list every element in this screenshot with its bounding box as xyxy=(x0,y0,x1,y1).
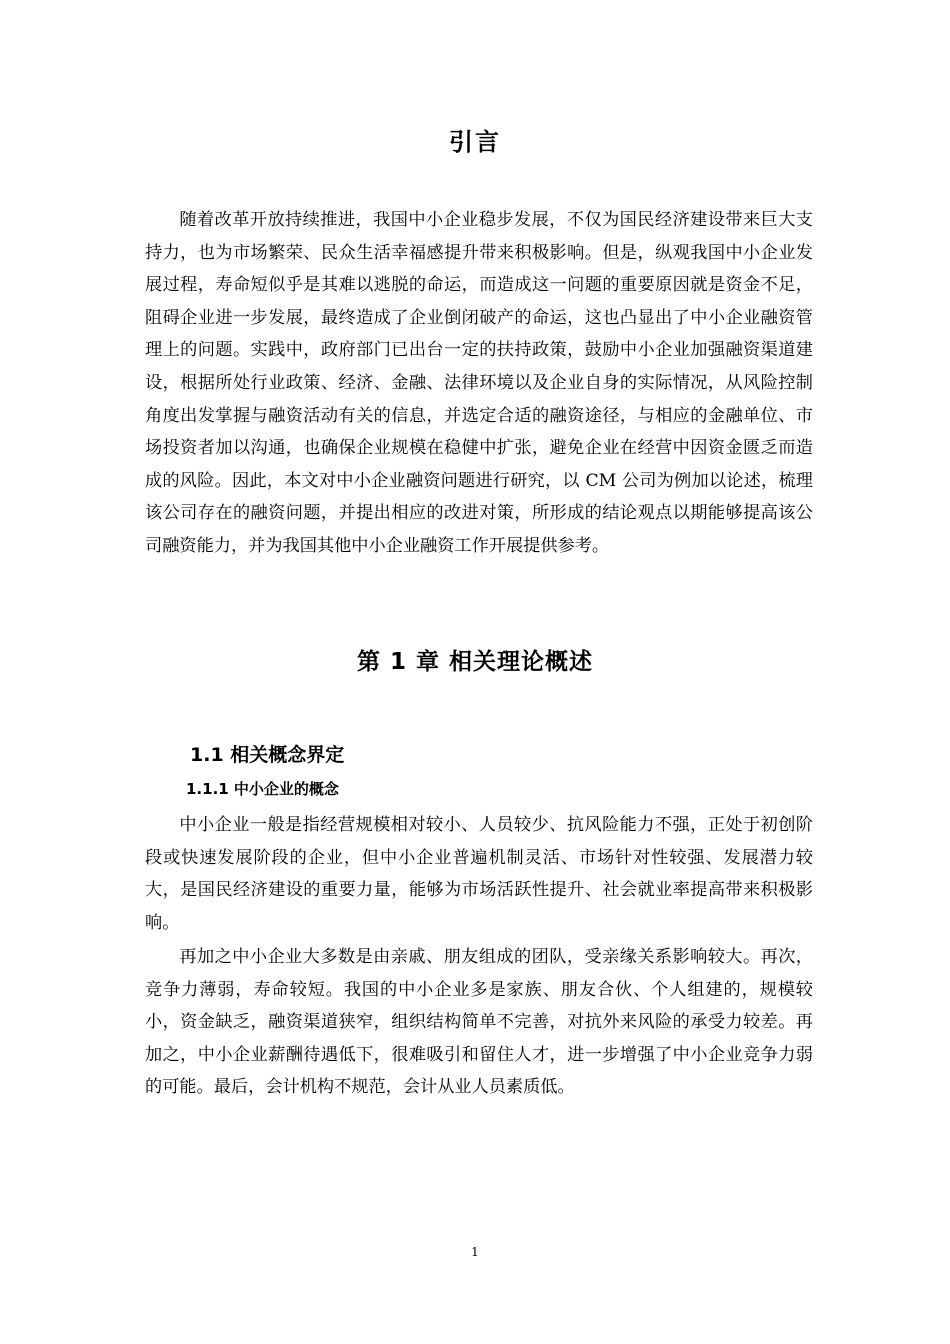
body-paragraph-2: 再加之中小企业大多数是由亲戚、朋友组成的团队，受亲缘关系影响较大。再次，竞争力薄弱，寿命较短。我国的中小企业多是家族、朋友合伙、个人组建的，规模较小，资金缺乏，融资渠道狭窄，组织结构简单不完善，对抗外来风险的承受力较差。再加之，中小企业薪酬待遇低下，很难吸引和留住人才，进一步增强了中小企业竞争力弱的可能。最后，会计机构不规范，会计从业人员素质低。 xyxy=(145,947,813,1098)
intro-paragraph: 随着改革开放持续推进，我国中小企业稳步发展，不仅为国民经济建设带来巨大支持力，也为市场繁荣、民众生活幸福感提升带来积极影响。但是，纵观我国中小企业发展过程，寿命短似乎是其难以逃脱的命运，而造成这一问题的重要原因就是资金不足，阻碍企业进一步发展，最终造成了企业倒闭破产的命运，这也凸显出了中小企业融资管理上的问题。实践中，政府部门已出台一定的扶持政策，鼓励中小企业加强融资渠道建设，根据所处行业政策、经济、金融、法律环境以及企业自身的实际情况，从风险控制角度出发掌握与融资活动有关的信息，并选定合适的融资途径，与相应的金融单位、市场投资者加以沟通，也确保企业规模在稳健中扩张，避免企业在经营中因资金匮乏而造成的风险。因此，本文对中小企业融资问题进行研究，以 CM 公司为例加以论述，梳理该公司存在的融资问题，并提出相应的改进对策，所形成的结论观点以期能够提高该公司融资能力，并为我国其他中小企业融资工作开展提供参考。 xyxy=(145,210,813,556)
subsection-title: 1.1.1 中小企业的概念 xyxy=(186,780,339,798)
intro-title: 引言 xyxy=(449,128,501,156)
section-title: 1.1 相关概念界定 xyxy=(190,744,345,766)
page-number: 1 xyxy=(471,1245,479,1259)
chapter-title: 第 1 章 相关理论概述 xyxy=(356,649,594,675)
body-paragraph-1: 中小企业一般是指经营规模相对较小、人员较少、抗风险能力不强，正处于初创阶段或快速发展阶段的企业，但中小企业普遍机制灵活、市场针对性较强、发展潜力较大，是国民经济建设的重要力量，能够为市场活跃性提升、社会就业率提高带来积极影响。 xyxy=(145,815,813,933)
